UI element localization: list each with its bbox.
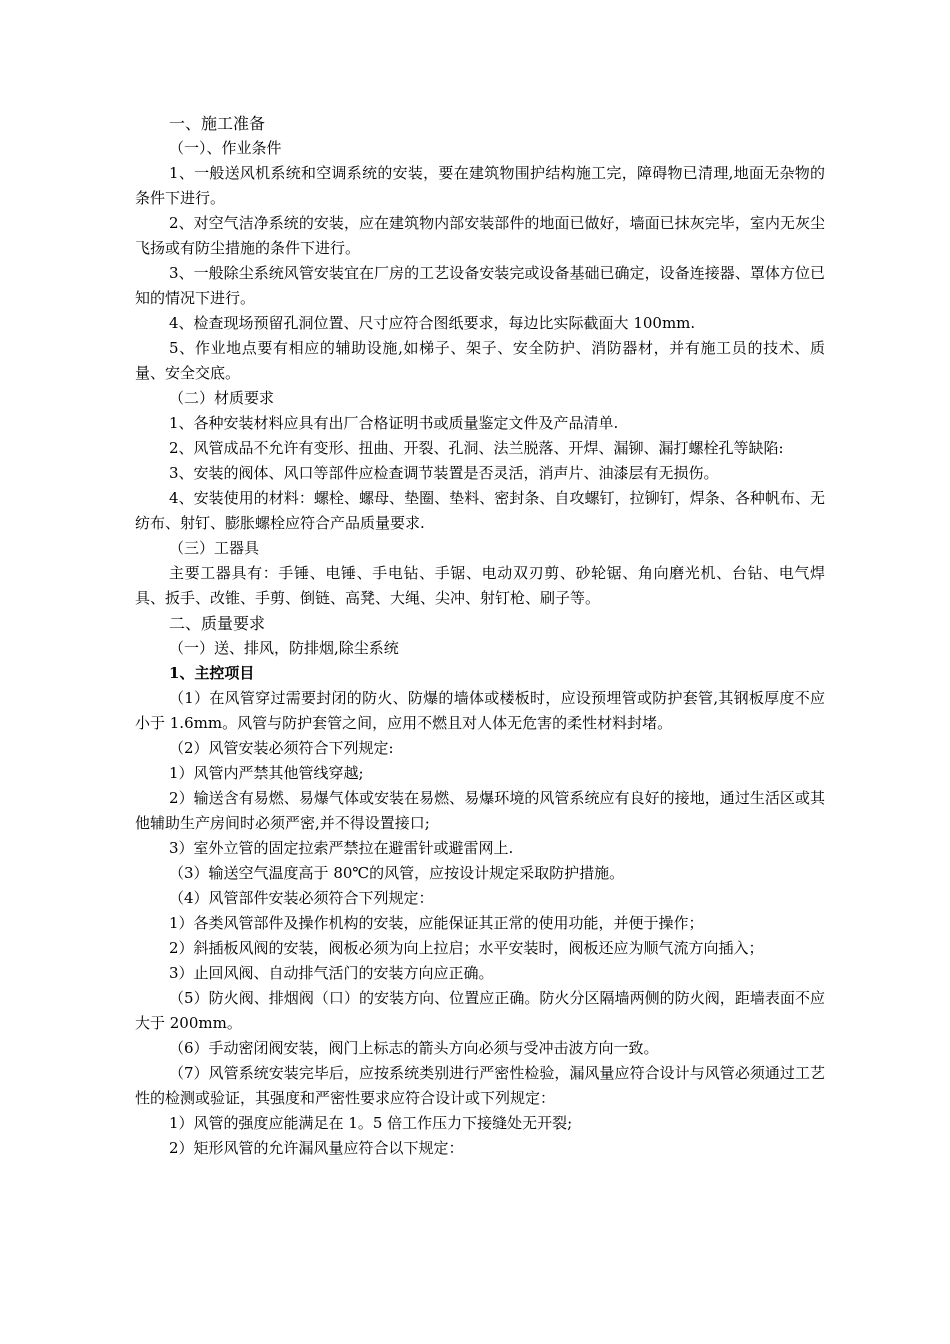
subheading-ventilation-systems: （一）送、排风，防排烟,除尘系统 <box>169 639 399 657</box>
paragraph: （4）风管部件安装必须符合下列规定： <box>169 889 434 907</box>
paragraph: 2、对空气洁净系统的安装，应在建筑物内部安装部件的地面已做好，墙面已抹灰完毕，室内无灰尘飞扬或有防尘措施的条件下进行。 <box>135 214 825 257</box>
list-item: 1）风管的强度应能满足在 1。5 倍工作压力下接缝处无开裂; <box>169 1114 573 1132</box>
paragraph: （6）手动密闭阀安装，阀门上标志的箭头方向必须与受冲击波方向一致。 <box>169 1039 659 1057</box>
list-item: 3）室外立管的固定拉索严禁拉在避雷针或避雷网上. <box>169 839 514 857</box>
paragraph: （3）输送空气温度高于 80℃的风管，应按设计规定采取防护措施。 <box>169 864 625 882</box>
paragraph: （1）在风管穿过需要封闭的防火、防爆的墙体或楼板时，应设预埋管或防护套管,其钢板厚度不应小于 1.6mm。风管与防护套管之间，应用不燃且对人体无危害的柔性材料封堵。 <box>135 689 825 732</box>
list-item: 3）止回风阀、自动排气活门的安装方向应正确。 <box>169 964 494 982</box>
paragraph: 4、检查现场预留孔洞位置、尺寸应符合图纸要求，每边比实际截面大 100mm. <box>169 314 696 332</box>
heading-construction-prep: 一、施工准备 <box>169 114 266 133</box>
paragraph: 1、一般送风机系统和空调系统的安装，要在建筑物围护结构施工完，障碍物已清理,地面无杂物的条件下进行。 <box>135 164 825 207</box>
list-item: 1）风管内严禁其他管线穿越; <box>169 764 364 782</box>
list-item: 2）斜插板风阀的安装，阀板必须为向上拉启；水平安装时，阀板还应为顺气流方向插入； <box>169 939 764 957</box>
subheading-tools: （三）工器具 <box>169 539 260 557</box>
paragraph: 3、一般除尘系统风管安装宜在厂房的工艺设备安装完或设备基础已确定，设备连接器、罩体方位已知的情况下进行。 <box>135 264 825 307</box>
subheading-material-requirements: （二）材质要求 <box>169 389 275 407</box>
document-body <box>135 111 825 1161</box>
paragraph: 2、风管成品不允许有变形、扭曲、开裂、孔洞、法兰脱落、开焊、漏铆、漏打螺栓孔等缺陷: <box>169 439 784 457</box>
list-item: 2）矩形风管的允许漏风量应符合以下规定： <box>169 1139 464 1157</box>
paragraph: 4、安装使用的材料：螺栓、螺母、垫圈、垫料、密封条、自攻螺钉，拉铆钉，焊条、各种帆布、无纺布、射钉、膨胀螺栓应符合产品质量要求. <box>135 489 825 532</box>
subheading-work-conditions: （一）、作业条件 <box>169 139 282 157</box>
heading-quality-requirements: 二、质量要求 <box>169 614 266 633</box>
subheading-main-control-items: 1、主控项目 <box>169 664 255 682</box>
paragraph: （7）风管系统安装完毕后，应按系统类别进行严密性检验，漏风量应符合设计与风管必须通过工艺性的检测或验证，其强度和严密性要求应符合设计或下列规定： <box>135 1064 825 1107</box>
paragraph: （5）防火阀、排烟阀（口）的安装方向、位置应正确。防火分区隔墙两侧的防火阀，距墙表面不应大于 200mm。 <box>135 989 825 1032</box>
paragraph: （2）风管安装必须符合下列规定: <box>169 739 394 757</box>
paragraph: 主要工器具有：手锤、电锤、手电钻、手锯、电动双刃剪、砂轮锯、角向磨光机、台钻、电气焊具、扳手、改锥、手剪、倒链、高凳、大绳、尖冲、射钉枪、刷子等。 <box>135 564 825 607</box>
paragraph: 3、安装的阀体、风口等部件应检查调节装置是否灵活，消声片、油漆层有无损伤。 <box>169 464 719 482</box>
list-item: 1）各类风管部件及操作机构的安装，应能保证其正常的使用功能，并便于操作； <box>169 914 704 932</box>
list-item: 2）输送含有易燃、易爆气体或安装在易燃、易爆环境的风管系统应有良好的接地，通过生活区或其他辅助生产房间时必须严密,并不得设置接口; <box>135 789 825 832</box>
paragraph: 5、作业地点要有相应的辅助设施,如梯子、架子、安全防护、消防器材，并有施工员的技术、质量、安全交底。 <box>135 339 825 382</box>
paragraph: 1、各种安装材料应具有出厂合格证明书或质量鉴定文件及产品清单. <box>169 414 619 432</box>
